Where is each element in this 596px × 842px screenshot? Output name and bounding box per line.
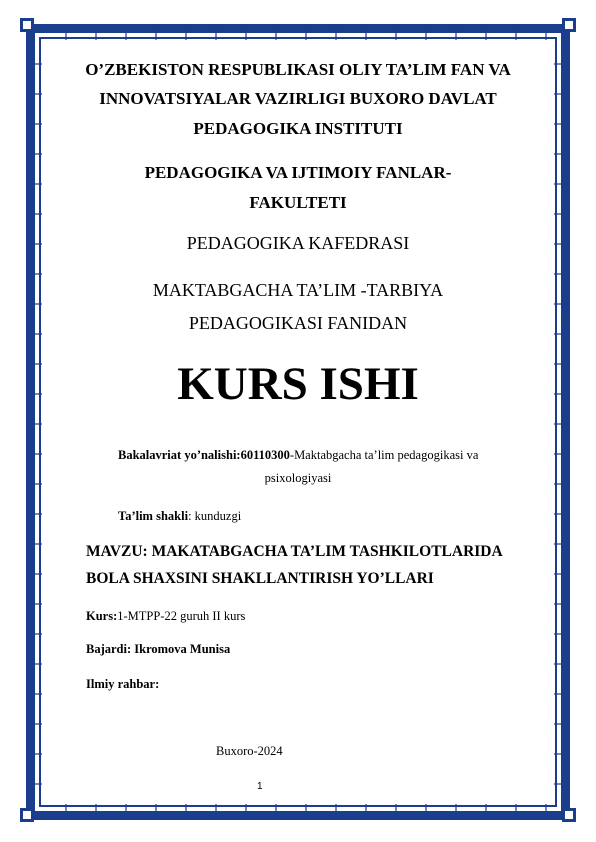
page-number: 1 (257, 781, 263, 792)
topic-line-1: MAVZU: MAKATABGACHA TA’LIM TASHKILOTLARIDA (86, 543, 503, 560)
study-form-label: Ta’lim shakli (118, 509, 189, 523)
faculty-line-1: PEDAGOGIKA VA IJTIMOIY FANLAR- (144, 163, 452, 182)
course-value: 1-MTPP-22 guruh II kurs (117, 609, 246, 623)
direction-line-1 (118, 448, 478, 463)
course-label: Kurs: (86, 609, 118, 623)
topic-line-2: BOLA SHAXSINI SHAKLLANTIRISH YO’LLARI (86, 570, 434, 587)
department-title: PEDAGOGIKA KAFEDRASI (186, 233, 410, 253)
study-form-value: : kunduzgi (188, 509, 242, 523)
study-form (118, 509, 241, 524)
border-corner-top-right (562, 18, 576, 32)
subject-line-1: MAKTABGACHA TA’LIM -TARBIYA (152, 280, 444, 300)
direction-code: 60110300 (240, 448, 290, 462)
course-info (86, 609, 245, 624)
place-year: Buxoro-2024 (216, 744, 283, 758)
supervisor-info: Ilmiy rahbar: (86, 677, 160, 691)
document-title: KURS ISHI (177, 358, 419, 410)
direction-line-2: psixologiyasi (264, 471, 332, 485)
direction-label: Bakalavriat yo’nalishi: (118, 448, 241, 462)
faculty-line-2: FAKULTETI (249, 193, 347, 212)
institution-line-3: PEDAGOGIKA INSTITUTI (193, 119, 403, 138)
institution-line-2: INNOVATSIYALAR VAZIRLIGI BUXORO DAVLAT (99, 89, 497, 108)
border-corner-top-left (20, 18, 34, 32)
author-info: Bajardi: Ikromova Munisa (86, 642, 231, 656)
subject-line-2: PEDAGOGIKASI FANIDAN (188, 313, 408, 333)
direction-name: -Maktabgacha ta’lim pedagogikasi va (289, 448, 479, 462)
border-corner-bottom-right (562, 808, 576, 822)
border-corner-bottom-left (20, 808, 34, 822)
institution-line-1: O’ZBEKISTON RESPUBLIKASI OLIY TA’LIM FAN VA (85, 60, 511, 79)
